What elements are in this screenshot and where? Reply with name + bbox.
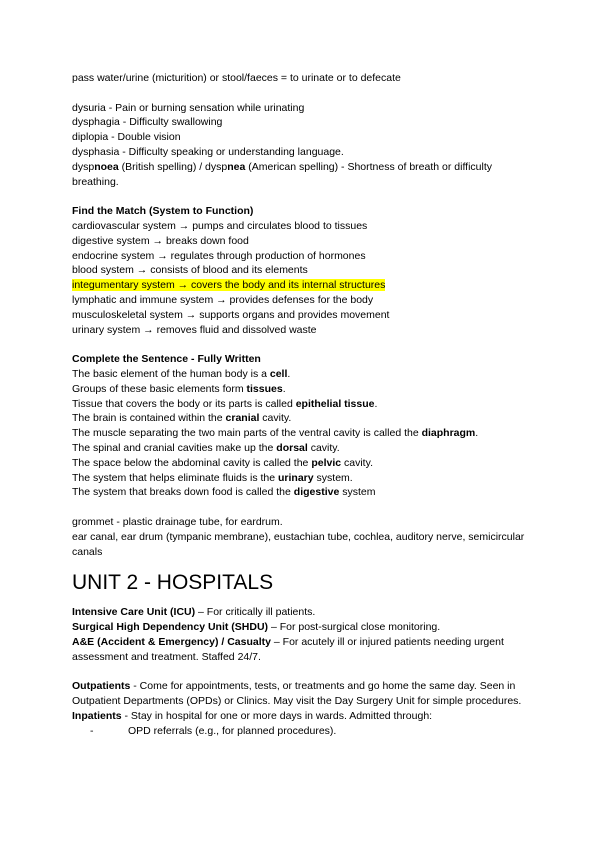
sentence-item: Groups of these basic elements form tissues. [72,382,286,395]
bullet-item: - OPD referrals (e.g., for planned procedures). [90,724,337,737]
sentence-heading: Complete the Sentence - Fully Written [72,353,261,366]
ear-line: grommet - plastic drainage tube, for eardrum. [72,515,283,528]
match-item-highlighted: integumentary system → covers the body and its internal structures [72,279,386,292]
term-line: dysphagia - Difficulty swallowing [72,116,223,129]
sentence-item: The spinal and cranial cavities make up the dorsal cavity. [72,441,340,454]
match-item: digestive system → breaks down food [72,234,249,247]
dyspnoea-line: dyspnoea (British spelling) / dyspnea (American spelling) - Shortness of breath or difficulty breathing. [72,160,493,188]
outpatients-paragraph: Outpatients - Come for appointments, tests, or treatments and go home the same day. Seen in Outpatient Departments (OPDs) or Clinics. May visit the Day Surgery Unit for simple procedures. [72,680,522,708]
intro-line: pass water/urine (micturition) or stool/faeces = to urinate or to defecate [72,72,401,84]
sentence-item: The muscle separating the two main parts of the ventral cavity is called the diaphragm. [72,427,479,440]
sentence-item: The system that helps eliminate fluids is the urinary system. [72,471,353,484]
inpatients-paragraph: Inpatients - Stay in hospital for one or more days in wards. Admitted through: [72,709,433,722]
sentence-item: Tissue that covers the body or its parts is called epithelial tissue. [72,397,378,410]
match-heading: Find the Match (System to Function) [72,205,254,218]
match-item: blood system → consists of blood and its elements [72,264,308,277]
term-line: dysphasia - Difficulty speaking or understanding language. [72,145,344,158]
hospital-unit-line: A&E (Accident & Emergency) / Casualty – For acutely ill or injured patients needing urgent assessment and treatment. Staffed 24/7. [72,635,504,663]
ear-line: ear canal, ear drum (tympanic membrane), eustachian tube, cochlea, auditory nerve, semicircular canals [72,530,525,558]
sentence-item: The basic element of the human body is a cell. [72,367,291,380]
sentence-item: The brain is contained within the cranial cavity. [72,412,292,425]
sentence-item: The space below the abdominal cavity is called the pelvic cavity. [72,456,373,469]
match-item: endocrine system → regulates through production of hormones [72,249,366,262]
match-item: musculoskeletal system → supports organs and provides movement [72,308,390,321]
hospital-unit-line: Intensive Care Unit (ICU) – For critically ill patients. [72,606,316,619]
match-item: lymphatic and immune system → provides defenses for the body [72,293,374,306]
match-item: cardiovascular system → pumps and circulates blood to tissues [72,219,368,232]
hospital-unit-line: Surgical High Dependency Unit (SHDU) – For post-surgical close monitoring. [72,621,441,634]
document-page [72,71,532,738]
match-item: urinary system → removes fluid and dissolved waste [72,323,317,336]
unit-heading: UNIT 2 - HOSPITALS [72,571,274,595]
term-line: dysuria - Pain or burning sensation while urinating [72,101,305,114]
sentence-item: The system that breaks down food is called the digestive system [72,486,376,499]
term-line: diplopia - Double vision [72,131,181,144]
